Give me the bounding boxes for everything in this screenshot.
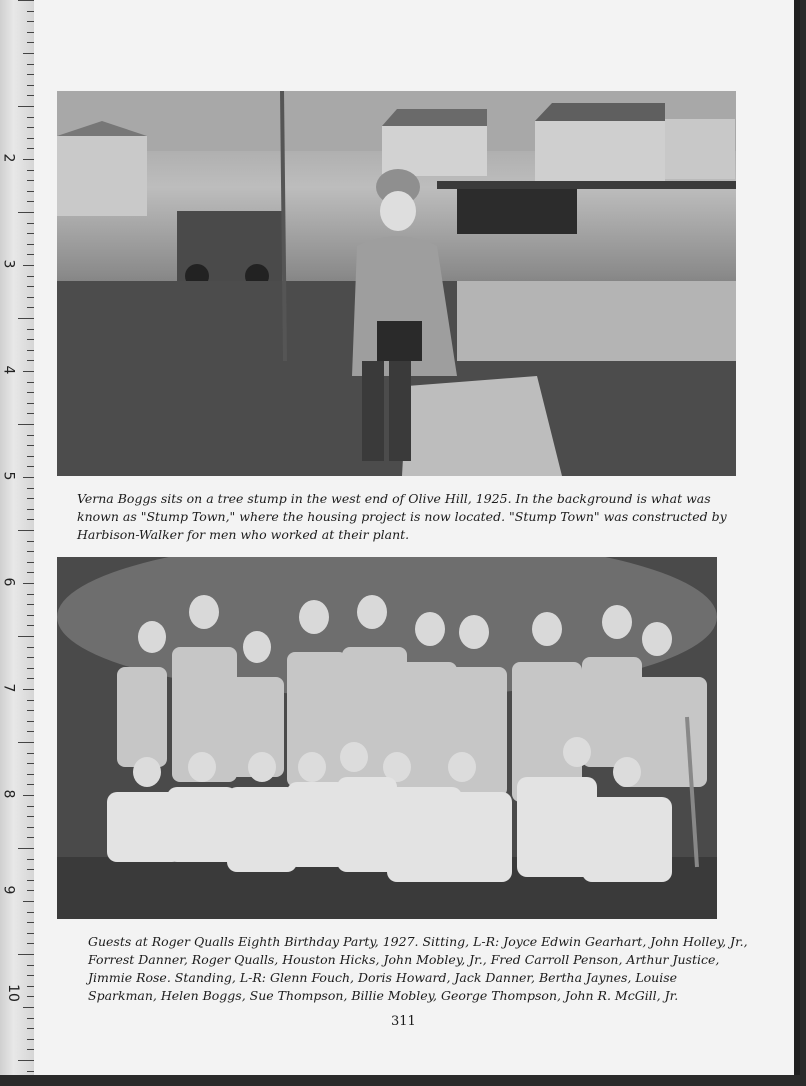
ruler-tick xyxy=(27,1028,34,1029)
ruler-number: 6 xyxy=(0,577,17,587)
ruler-tick xyxy=(27,382,34,383)
ruler-tick xyxy=(27,1049,34,1050)
ruler-tick xyxy=(23,371,34,372)
ruler-tick xyxy=(27,21,34,22)
ruler-tick xyxy=(18,318,34,319)
ruler-tick xyxy=(27,435,34,436)
measuring-ruler xyxy=(0,0,35,1075)
ruler-tick xyxy=(27,307,34,308)
ruler-tick xyxy=(18,106,34,107)
ruler-tick xyxy=(27,244,34,245)
ruler-tick xyxy=(27,329,34,330)
ruler-tick xyxy=(27,678,34,679)
ruler-tick xyxy=(27,774,34,775)
photo-caption: Verna Boggs sits on a tree stump in the west end of Olive Hill, 1925. In the background is what was known as "Stump Town," where the housing project is now located. "Stump Town" was constructed by Harbison-Walker for men who worked at their plant. xyxy=(77,491,727,542)
ruler-tick xyxy=(18,212,34,213)
ruler-tick xyxy=(27,42,34,43)
ruler-tick xyxy=(27,445,34,446)
ruler-tick xyxy=(27,869,34,870)
ruler-tick xyxy=(27,859,34,860)
ruler-tick xyxy=(18,1060,34,1061)
ruler-tick xyxy=(27,297,34,298)
ruler-tick xyxy=(27,95,34,96)
ruler-tick xyxy=(27,572,34,573)
ruler-tick xyxy=(27,880,34,881)
ruler-tick xyxy=(27,148,34,149)
ruler-tick xyxy=(27,933,34,934)
ruler-tick xyxy=(27,615,34,616)
ruler-tick xyxy=(27,509,34,510)
ruler-tick xyxy=(27,943,34,944)
ruler-tick xyxy=(27,519,34,520)
photo-verna-boggs xyxy=(57,91,736,476)
ruler-tick xyxy=(23,53,34,54)
photo-verna-boggs-image xyxy=(57,91,736,476)
ruler-tick xyxy=(27,64,34,65)
ruler-tick xyxy=(27,223,34,224)
ruler-tick xyxy=(27,1071,34,1072)
ruler-tick xyxy=(27,763,34,764)
ruler-tick xyxy=(27,837,34,838)
ruler-tick xyxy=(27,180,34,181)
ruler-tick xyxy=(27,170,34,171)
ruler-tick xyxy=(18,848,34,849)
ruler-tick xyxy=(27,986,34,987)
ruler-tick xyxy=(27,604,34,605)
ruler-tick xyxy=(27,488,34,489)
ruler-tick xyxy=(27,286,34,287)
ruler-number: 4 xyxy=(0,365,17,375)
ruler-number: 3 xyxy=(0,259,17,269)
ruler-tick xyxy=(27,191,34,192)
ruler-tick xyxy=(27,731,34,732)
ruler-tick xyxy=(27,339,34,340)
ruler-tick xyxy=(27,1018,34,1019)
ruler-tick xyxy=(27,85,34,86)
ruler-tick xyxy=(27,413,34,414)
ruler-tick xyxy=(23,689,34,690)
ruler-tick xyxy=(18,742,34,743)
ruler-number: 5 xyxy=(0,471,17,481)
ruler-tick xyxy=(27,233,34,234)
ruler-tick xyxy=(23,583,34,584)
ruler-tick xyxy=(18,0,34,1)
ruler-tick xyxy=(18,424,34,425)
ruler-tick xyxy=(27,360,34,361)
ruler-tick xyxy=(27,32,34,33)
ruler-tick xyxy=(27,996,34,997)
ruler-tick xyxy=(18,954,34,955)
ruler-tick xyxy=(27,710,34,711)
ruler-tick xyxy=(27,127,34,128)
ruler-tick xyxy=(27,541,34,542)
ruler-tick xyxy=(27,594,34,595)
ruler-tick xyxy=(23,901,34,902)
ruler-tick xyxy=(27,827,34,828)
ruler-tick xyxy=(27,498,34,499)
ruler-tick xyxy=(23,477,34,478)
book-page xyxy=(34,0,800,1075)
page-edge-shadow xyxy=(794,0,800,1075)
ruler-tick xyxy=(27,668,34,669)
ruler-tick xyxy=(18,636,34,637)
ruler-tick xyxy=(23,1007,34,1008)
ruler-tick xyxy=(27,657,34,658)
ruler-tick xyxy=(27,912,34,913)
ruler-tick xyxy=(27,11,34,12)
ruler-tick xyxy=(27,350,34,351)
ruler-tick xyxy=(23,265,34,266)
ruler-tick xyxy=(23,795,34,796)
ruler-tick xyxy=(27,138,34,139)
ruler-tick xyxy=(27,890,34,891)
ruler-tick xyxy=(27,1039,34,1040)
ruler-tick xyxy=(27,721,34,722)
ruler-number: 9 xyxy=(0,885,17,895)
ruler-tick xyxy=(27,551,34,552)
ruler-tick xyxy=(27,74,34,75)
ruler-tick xyxy=(27,753,34,754)
photo-caption: Guests at Roger Qualls Eighth Birthday Party, 1927. Sitting, L-R: Joyce Edwin Gearhart, John Holley, Jr., Forrest Danner, Roger Qualls, Houston Hicks, John Mobley, Jr., Fred Carroll Penson, Arthur Justice, Jimmie Rose. Standing, L-R: Glenn Fouch, Doris Howard, Jack Danner, Bertha Jaynes, Louise Sparkman, Helen Boggs, Sue Thompson, Billie Mobley, George Thompson, John R. McGill, Jr. xyxy=(88,934,748,1003)
ruler-number: 8 xyxy=(0,789,17,799)
ruler-tick xyxy=(27,625,34,626)
ruler-tick xyxy=(27,700,34,701)
ruler-number: 2 xyxy=(0,153,17,163)
ruler-tick xyxy=(27,254,34,255)
page-number: 311 xyxy=(391,1014,416,1029)
ruler-tick xyxy=(27,466,34,467)
ruler-tick xyxy=(27,117,34,118)
ruler-number: 10 xyxy=(4,984,21,1002)
ruler-tick xyxy=(27,975,34,976)
ruler-tick xyxy=(27,806,34,807)
ruler-tick xyxy=(27,816,34,817)
ruler-tick xyxy=(27,392,34,393)
ruler-number: 7 xyxy=(0,683,17,693)
ruler-tick xyxy=(27,965,34,966)
ruler-tick xyxy=(27,276,34,277)
ruler-tick xyxy=(27,201,34,202)
ruler-tick xyxy=(27,456,34,457)
ruler-tick xyxy=(27,403,34,404)
ruler-tick xyxy=(27,784,34,785)
photo-birthday-party-image xyxy=(57,557,717,919)
ruler-tick xyxy=(18,530,34,531)
ruler-tick xyxy=(27,647,34,648)
ruler-tick xyxy=(27,922,34,923)
ruler-tick xyxy=(27,562,34,563)
photo-birthday-party xyxy=(57,557,717,919)
ruler-tick xyxy=(23,159,34,160)
